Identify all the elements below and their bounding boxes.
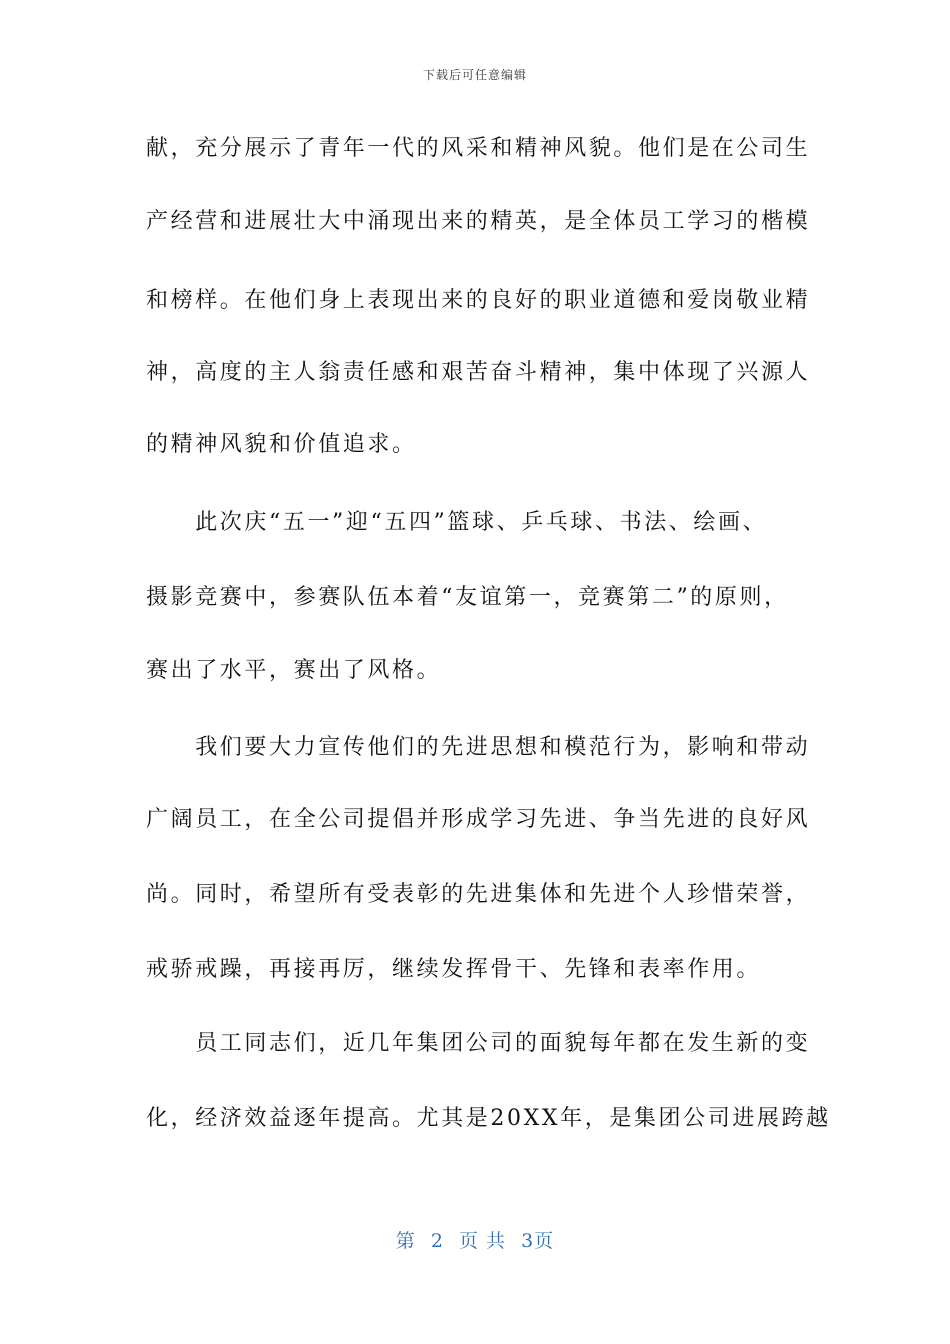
footer-middle: 页 共 [459,1230,507,1252]
body-line-8: 赛出了水平，赛出了风格。 [146,658,442,683]
page-footer [0,1226,950,1253]
body-line-10: 广阔员工，在全公司提倡并形成学习先进、争当先进的良好风 [146,807,811,832]
body-line-1: 献，充分展示了青年一代的风采和精神风貌。他们是在公司生 [146,136,811,161]
page-header: 下载后可任意编辑 [422,68,527,82]
footer-total-pages: 3页 [521,1230,555,1252]
footer-prefix: 第 [395,1230,416,1252]
body-line-9: 我们要大力宣传他们的先进思想和模范行为，影响和带动 [146,735,811,760]
body-line-5: 的精神风貌和价值追求。 [146,432,417,457]
body-line-14: 化，经济效益逐年提高。尤其是20XX年，是集团公司进展跨越 [146,1106,831,1131]
body-line-2: 产经营和进展壮大中涌现出来的精英，是全体员工学习的楷模 [146,209,811,234]
footer-page-number: 2 [430,1230,444,1252]
body-line-11: 尚。同时，希望所有受表彰的先进集体和先进个人珍惜荣誉， [146,882,811,907]
body-line-3: 和榜样。在他们身上表现出来的良好的职业道德和爱岗敬业精 [146,288,811,313]
body-line-7: 摄影竞赛中，参赛队伍本着“友谊第一，竞赛第二”的原则， [146,585,789,610]
body-line-6: 此次庆“五一”迎“五四”篮球、乒乓球、书法、绘画、 [146,510,768,535]
body-line-12: 戒骄戒躁，再接再厉，继续发挥骨干、先锋和表率作用。 [146,957,762,982]
body-line-13: 员工同志们，近几年集团公司的面貌每年都在发生新的变 [146,1031,811,1056]
body-line-4: 神，高度的主人翁责任感和艰苦奋斗精神，集中体现了兴源人 [146,360,811,385]
